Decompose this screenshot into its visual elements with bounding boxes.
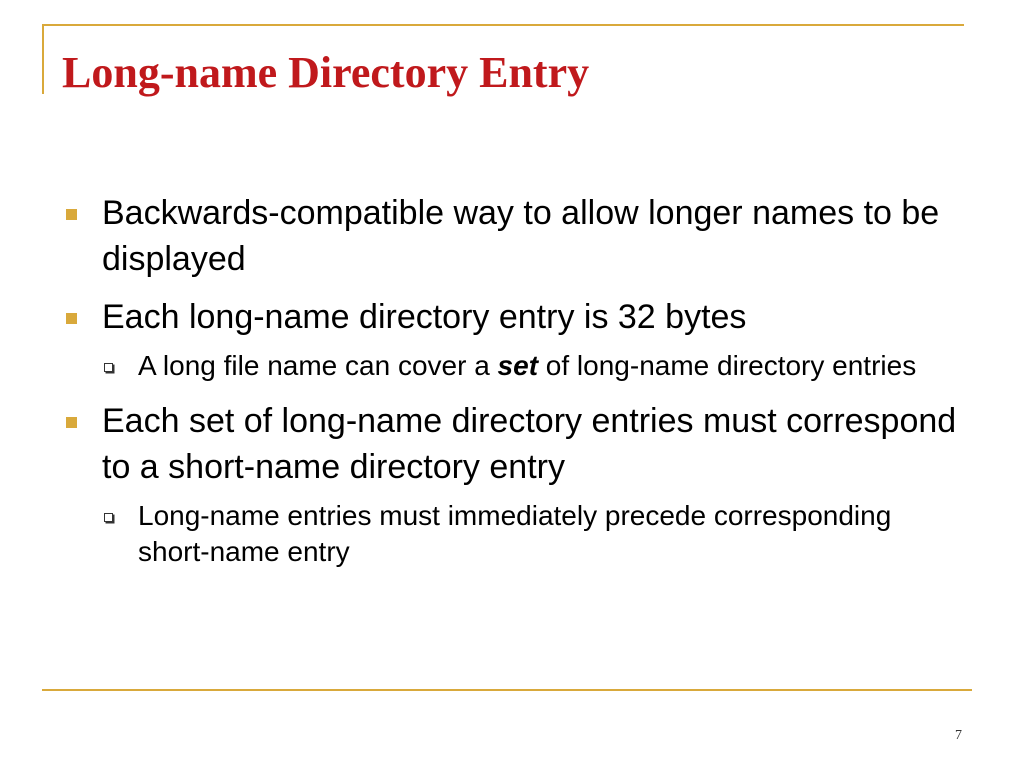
bullet-text: Each long-name directory entry is 32 bytes xyxy=(102,298,747,336)
top-rule xyxy=(42,24,964,26)
slide-body xyxy=(66,190,966,584)
square-bullet-icon xyxy=(66,313,77,324)
page-number: 7 xyxy=(955,728,962,743)
left-rule xyxy=(42,24,44,94)
square-bullet-icon xyxy=(66,209,77,220)
hollow-square-bullet-icon xyxy=(104,363,113,372)
sub-bullet-item xyxy=(102,498,966,570)
hollow-square-bullet-icon xyxy=(104,513,113,522)
bullet-item xyxy=(66,398,966,490)
bullet-text: Each set of long-name directory entries must correspond to a short-name directory entry xyxy=(102,402,957,486)
sub-bullet-text-before: A long file name can cover a xyxy=(138,350,498,381)
slide-title: Long-name Directory Entry xyxy=(62,48,590,97)
bullet-text: Backwards-compatible way to allow longer names to be displayed xyxy=(102,194,940,278)
emphasized-word: set xyxy=(497,350,539,381)
square-bullet-icon xyxy=(66,417,77,428)
sub-bullet-item xyxy=(102,348,966,384)
bullet-item xyxy=(66,190,966,282)
bullet-item xyxy=(66,294,966,340)
bottom-rule xyxy=(42,689,972,691)
sub-bullet-text-after: of long-name directory entries xyxy=(538,350,917,381)
sub-bullet-text: Long-name entries must immediately precede corresponding short-name entry xyxy=(138,500,892,567)
